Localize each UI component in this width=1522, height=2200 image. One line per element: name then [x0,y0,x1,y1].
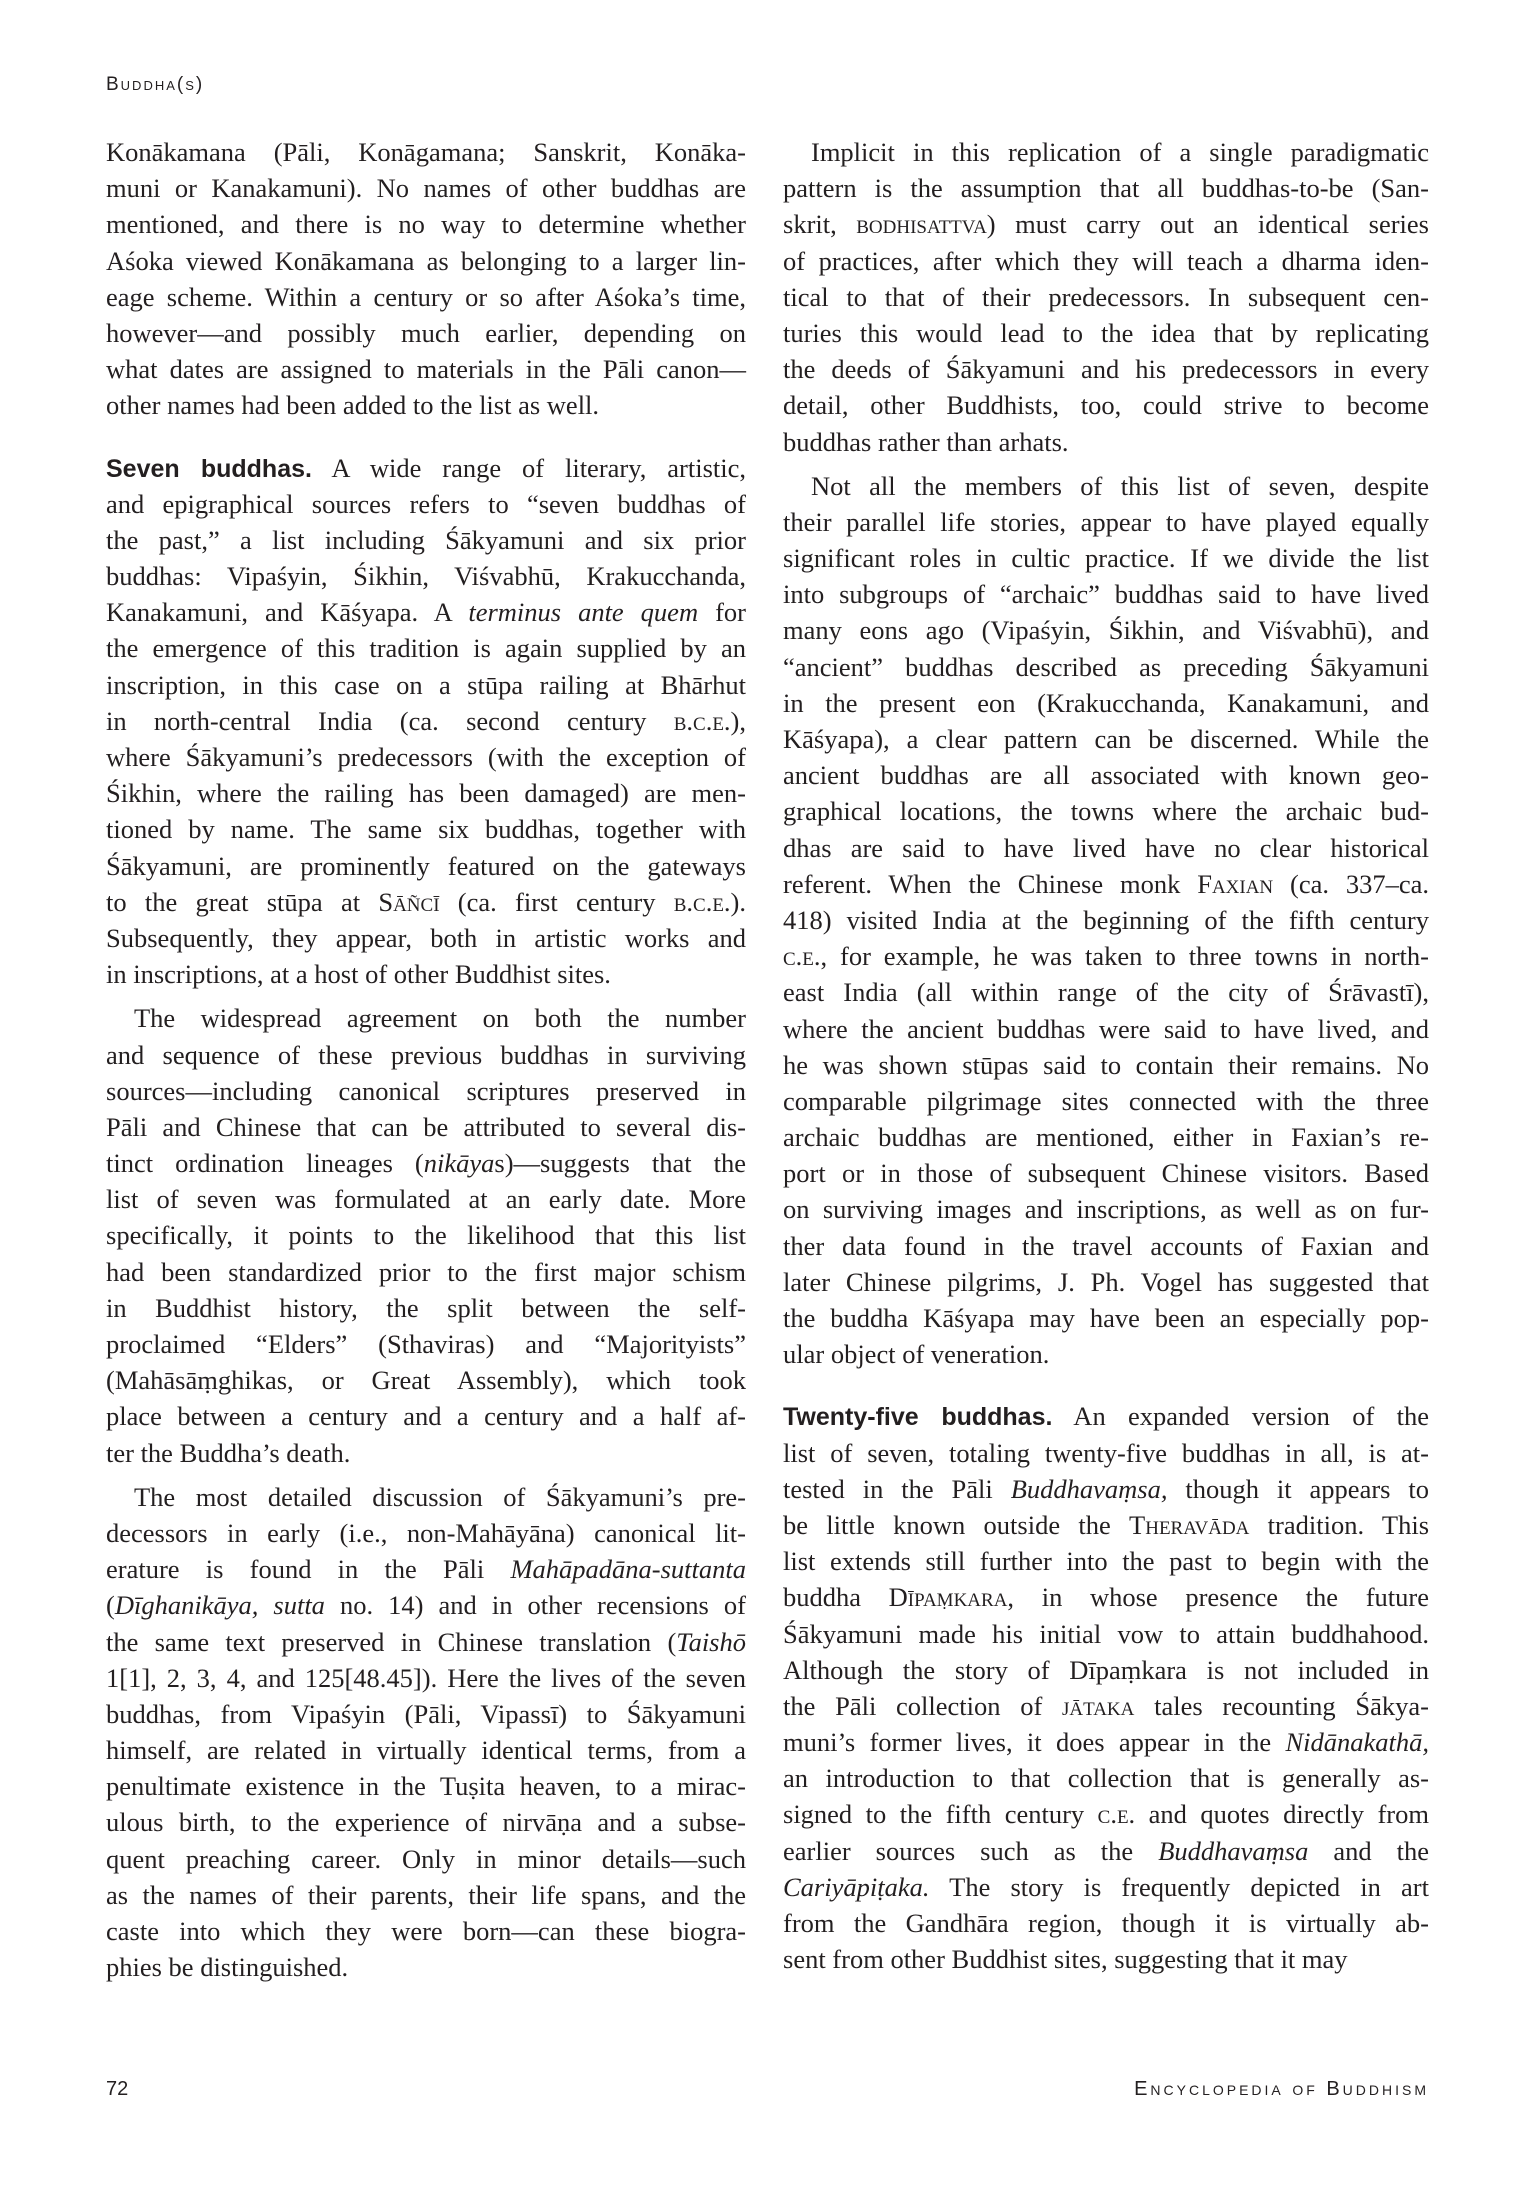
text-line: erature is found in the Pāli Mahāpadāna-suttanta [106,1554,746,1585]
text-line: Konākamana (Pāli, Konāgamana; Sanskrit, Konāka- [106,137,746,167]
text-line: list of seven, totaling twenty-five buddhas in all, is at- [783,1437,1429,1468]
text-line: buddhas rather than arhats. [783,426,1069,457]
text-line: where Śākyamuni’s predecessors (with the exception of [106,742,746,772]
text-line: decessors in early (i.e., non-Mahāyāna) canonical lit- [106,1517,746,1548]
text-line: where the ancient buddhas were said to have lived, and [783,1013,1429,1044]
paragraph [783,468,1429,1373]
text-line: buddhas, from Vipaśyin (Pāli, Vipassī) to Śākyamuni [106,1698,746,1729]
italic-term: Buddhavaṃsa [1158,1835,1309,1866]
text-line: into subgroups of “archaic” buddhas said to have lived [783,579,1429,610]
text-line: many eons ago (Vipaśyin, Śikhin, and Viśvabhū), and [783,615,1429,646]
text-line: Seven buddhas. A wide range of literary, artistic, [106,452,746,483]
text-line: tested in the Pāli Buddhavaṃsa, though it appears to [783,1473,1429,1504]
paragraph [783,134,1429,460]
text-line: and sequence of these previous buddhas in surviving [106,1039,746,1070]
text-line: however—and possibly much earlier, depending on [106,317,746,348]
text-line: muni’s former lives, it does appear in the Nidānakathā, [783,1727,1429,1758]
text-line: quent preaching career. Only in minor details—such [106,1843,746,1874]
text-line: Implicit in this replication of a single paradigmatic [811,137,1429,167]
page-number: 72 [106,2078,129,2100]
text-line: he was shown stūpas said to contain their remains. No [783,1049,1429,1080]
cross-reference: jātaka [1062,1690,1135,1721]
text-line: caste into which they were born—can these biogra- [106,1916,746,1946]
text-line: (Dīghanikāya, sutta no. 14) and in other recensions of [106,1590,746,1621]
text-line: skrit, bodhisattva) must carry out an identical series [783,209,1429,240]
cross-reference: Theravāda [1129,1509,1250,1540]
text-line: in inscriptions, at a host of other Buddhist sites. [106,959,611,990]
text-line: buddhas: Vipaśyin, Śikhin, Viśvabhū, Krakucchanda, [106,561,746,592]
text-line: an introduction to that collection that is generally as- [783,1763,1429,1794]
text-line: the emergence of this tradition is again supplied by an [106,633,746,664]
text-line: earlier sources such as the Buddhavaṃsa and the [783,1835,1429,1866]
text-line: mentioned, and there is no way to determine whether [106,209,746,240]
text-line: detail, other Buddhists, too, could strive to become [783,390,1429,421]
text-line: Kanakamuni, and Kāśyapa. A terminus ante quem for [106,597,746,628]
text-line: tical to that of their predecessors. In subsequent cen- [783,281,1429,312]
text-line: referent. When the Chinese monk Faxian (ca. 337–ca. [783,868,1429,899]
text-line: ulous birth, to the experience of nirvāṇa and a subse- [106,1807,746,1838]
italic-term: Nidānakathā, [1285,1727,1429,1758]
italic-term: Dīghanikāya, sutta [114,1590,325,1621]
text-line: 1[1], 2, 3, 4, and 125[48.45]). Here the lives of the seven [106,1662,746,1693]
text-line: buddha Dīpaṃkara, in whose presence the future [783,1582,1429,1613]
section-twenty-five-buddhas [783,1398,1429,1977]
text-line: the buddha Kāśyapa may have been an especially pop- [783,1303,1429,1333]
paragraph-gap [783,1372,1429,1398]
text-line: what dates are assigned to materials in the Pāli canon— [106,354,746,385]
text-line: pattern is the assumption that all buddhas-to-be (San- [783,173,1429,204]
book-title: Encyclopedia of Buddhism [1134,2078,1429,2100]
text-line: archaic buddhas are mentioned, either in Faxian’s re- [783,1122,1429,1153]
italic-term: terminus ante quem [468,597,699,628]
text-line: c.e., for example, he was taken to three towns in north- [783,941,1429,972]
text-line: Śākyamuni, are prominently featured on the gateways [106,850,746,881]
text-line: from the Gandhāra region, though it is virtually ab- [783,1908,1429,1938]
text-line: ter the Buddha’s death. [106,1437,351,1468]
text-line: on surviving images and inscriptions, as well as on fur- [783,1194,1429,1225]
text-line: sources—including canonical scriptures preserved in [106,1075,746,1106]
running-head: Buddha(s) [106,74,205,95]
text-line: Śikhin, where the railing has been damaged) are men- [106,778,746,809]
italic-term: Taishō [676,1626,746,1657]
text-line: Pāli and Chinese that can be attributed to several dis- [106,1111,746,1142]
cross-reference: c.e. [1097,1799,1136,1830]
text-line: The widespread agreement on both the number [134,1003,746,1034]
text-line: inscription, in this case on a stūpa railing at Bhārhut [106,669,746,700]
section-seven-buddhas [106,450,746,993]
text-line: ancient buddhas are all associated with known geo- [783,760,1429,791]
text-line: tioned by name. The same six buddhas, together with [106,814,746,845]
text-line: Subsequently, they appear, both in artistic works and [106,922,746,953]
text-line: list of seven was formulated at an early date. More [106,1184,746,1215]
text-line: had been standardized prior to the first major schism [106,1256,746,1287]
cross-reference: Dīpaṃkara [888,1582,1008,1613]
text-line: of practices, after which they will teach a dharma iden- [783,245,1429,276]
text-line: and epigraphical sources refers to “seven buddhas of [106,488,746,519]
cross-reference: bodhisattva [856,209,987,240]
text-line: be little known outside the Theravāda tradition. This [783,1509,1430,1540]
text-line: Aśoka viewed Konākamana as belonging to a larger lin- [106,245,746,276]
paragraph-gap [783,460,1429,468]
text-line: sent from other Buddhist sites, suggesting that it may [783,1944,1348,1975]
italic-term: Buddhavaṃsa, [1010,1473,1168,1504]
cross-reference: Sāñcī [378,886,440,917]
left-column [106,134,746,1985]
text-line: 418) visited India at the beginning of the fifth century [783,904,1429,935]
text-line: in the present eon (Krakucchanda, Kanakamuni, and [783,687,1429,718]
text-line: to the great stūpa at Sāñcī (ca. first century b.c.e.). [106,886,746,917]
text-line: himself, are related in virtually identical terms, from a [106,1735,746,1766]
text-line: eage scheme. Within a century or so after Aśoka’s time, [106,281,746,312]
text-line: Śākyamuni made his initial vow to attain buddhahood. [783,1618,1429,1649]
paragraph-gap [106,424,746,450]
text-line: the deeds of Śākyamuni and his predecessors in every [783,354,1429,385]
section-heading: Seven buddhas. [106,454,312,483]
cross-reference: Faxian [1197,868,1274,899]
text-line: Kāśyapa), a clear pattern can be discerned. While the [783,724,1429,754]
text-line: graphical locations, the towns where the archaic bud- [783,796,1429,827]
text-line: muni or Kanakamuni). No names of other buddhas are [106,173,746,204]
right-column [783,134,1429,1977]
text-line: tinct ordination lineages (nikāyas)—suggests that the [106,1148,746,1179]
text-line: The most detailed discussion of Śākyamuni’s pre- [134,1481,746,1512]
text-line: “ancient” buddhas described as preceding Śākyamuni [783,651,1429,682]
italic-term: Mahāpadāna-suttanta [510,1554,746,1585]
italic-term: Cariyāpiṭaka. [783,1871,930,1902]
text-line: in Buddhist history, the split between the self- [106,1292,746,1323]
text-line: the past,” a list including Śākyamuni and six prior [106,524,746,555]
text-line: later Chinese pilgrims, J. Ph. Vogel has suggested that [783,1266,1429,1297]
text-line: significant roles in cultic practice. If we divide the list [783,543,1429,574]
text-line: dhas are said to have lived have no clear historical [783,832,1429,863]
cross-reference: c.e. [783,941,821,972]
text-line: ular object of veneration. [783,1339,1050,1370]
paragraph-gap [106,1471,746,1479]
cross-reference: b.c.e. [673,886,731,917]
text-line: phies be distinguished. [106,1952,349,1983]
text-line: in north-central India (ca. second century b.c.e.), [106,705,746,736]
text-line: port or in those of subsequent Chinese visitors. Based [783,1158,1429,1189]
text-line: proclaimed “Elders” (Sthaviras) and “Majorityists” [106,1329,746,1359]
cross-reference: b.c.e. [673,705,731,736]
text-line: east India (all within range of the city of Śrāvastī), [783,977,1429,1008]
text-line: (Mahāsāṃghikas, or Great Assembly), which took [106,1365,746,1396]
text-line: Cariyāpiṭaka. The story is frequently depicted in art [783,1871,1429,1902]
paragraph [106,1000,746,1470]
text-line: Not all the members of this list of seven, despite [811,470,1429,501]
text-line: ther data found in the travel accounts of Faxian and [783,1230,1429,1261]
text-line: Although the story of Dīpaṃkara is not included in [783,1654,1429,1685]
text-line: place between a century and a century and a half af- [106,1401,746,1432]
text-line: their parallel life stories, appear to have played equally [783,506,1429,537]
section-heading: Twenty-five buddhas. [783,1403,1053,1432]
text-line: turies this would lead to the idea that by replicating [783,317,1429,348]
text-line: specifically, it points to the likelihood that this list [106,1220,746,1251]
italic-term: nikāya [423,1148,495,1179]
text-line: the same text preserved in Chinese translation (Taishō [106,1626,746,1657]
paragraph [106,1479,746,1986]
paragraph [106,134,746,424]
text-line: other names had been added to the list as well. [106,390,600,421]
text-line: as the names of their parents, their life spans, and the [106,1879,746,1910]
text-line: list extends still further into the past to begin with the [783,1546,1429,1577]
text-line: penultimate existence in the Tuṣita heaven, to a mirac- [106,1771,746,1802]
text-line: comparable pilgrimage sites connected with the three [783,1085,1429,1116]
paragraph-gap [106,992,746,1000]
text-line: signed to the fifth century c.e. and quotes directly from [783,1799,1429,1830]
text-line: the Pāli collection of jātaka tales recounting Śākya- [783,1690,1429,1721]
text-line: Twenty-five buddhas. An expanded version of the [783,1401,1429,1432]
